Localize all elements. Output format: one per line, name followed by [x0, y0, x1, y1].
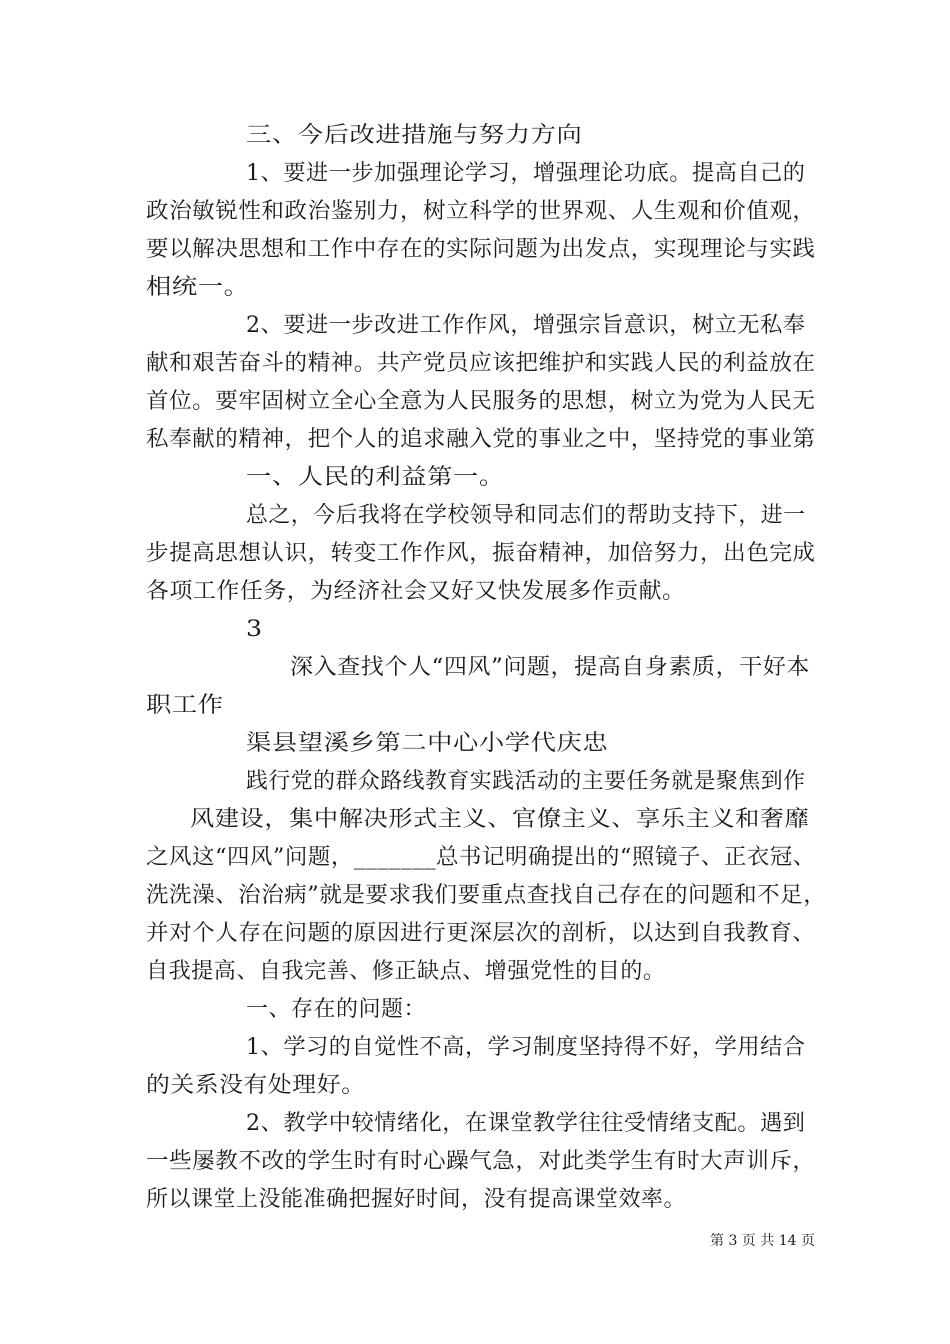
paragraph-line: 自我提高、自我完善、修正缺点、增强党性的目的。 — [146, 959, 666, 984]
paragraph-line: 相统一。 — [146, 275, 250, 300]
paragraph-line: 步提高思想认识，转变工作作风，振奋精神，加倍努力，出色完成 — [146, 541, 816, 566]
page-footer: 第 3 页 共 14 页 — [710, 1233, 815, 1249]
paragraph-line: 要以解决思想和工作中存在的实际问题为出发点，实现理论与实践 — [146, 237, 816, 262]
paragraph-line: 献和艰苦奋斗的精神。共产党员应该把维护和实践人民的利益放在 — [146, 351, 816, 376]
paragraph-line: 并对个人存在问题的原因进行更深层次的剖析，以达到自我教育、 — [146, 921, 816, 946]
paragraph-line: 践行党的群众路线教育实践活动的主要任务就是聚焦到作 — [246, 769, 806, 794]
paragraph-line: 政治敏锐性和政治鉴别力，树立科学的世界观、人生观和价值观， — [146, 199, 816, 224]
paragraph-line: 总之，今后我将在学校领导和同志们的帮助支持下，进一 — [246, 503, 806, 528]
paragraph-line: 所以课堂上没能准确把握好时间，没有提高课堂效率。 — [146, 1187, 687, 1212]
section-heading-improvements: 三、今后改进措施与努力方向 — [246, 123, 583, 148]
section-heading-problems: 一、存在的问题： — [246, 997, 427, 1022]
paragraph-line: 的关系没有处理好。 — [146, 1073, 366, 1098]
paragraph-line: 2、教学中较情绪化，在课堂教学往往受情绪支配。遇到 — [246, 1111, 806, 1136]
paragraph-line: 洗洗澡、治治病”就是要求我们要重点查找自己存在的问题和不足， — [146, 883, 827, 908]
paragraph-line: 1、要进一步加强理论学习，增强理论功底。提高自己的 — [246, 161, 806, 186]
paragraph-line: 一些屡教不改的学生时有时心躁气急，对此类学生有时大声训斥， — [146, 1149, 816, 1174]
paragraph-line: 之风这“四风”问题，_______总书记明确提出的“照镜子、正衣冠、 — [146, 845, 816, 870]
article-title: 深入查找个人“四风”问题，提高自身素质，干好本 — [290, 655, 810, 680]
article-author: 渠县望溪乡第二中心小学代庆忠 — [246, 731, 609, 756]
paragraph-line: 首位。要牢固树立全心全意为人民服务的思想，树立为党为人民无 — [146, 389, 816, 414]
page-section-number: 3 — [246, 617, 263, 642]
paragraph-line: 1、学习的自觉性不高，学习制度坚持得不好，学用结合 — [246, 1035, 806, 1060]
paragraph-line: 风建设，集中解决形式主义、官僚主义、享乐主义和奢靡 — [190, 807, 810, 832]
paragraph-line: 2、要进一步改进工作作风，增强宗旨意识，树立无私奉 — [246, 313, 806, 338]
article-title: 职工作 — [146, 693, 224, 718]
paragraph-line: 一、人民的利益第一。 — [246, 465, 505, 490]
paragraph-line: 各项工作任务，为经济社会又好又快发展多作贡献。 — [146, 579, 686, 604]
paragraph-line: 私奉献的精神，把个人的追求融入党的事业之中，坚持党的事业第 — [146, 427, 816, 452]
